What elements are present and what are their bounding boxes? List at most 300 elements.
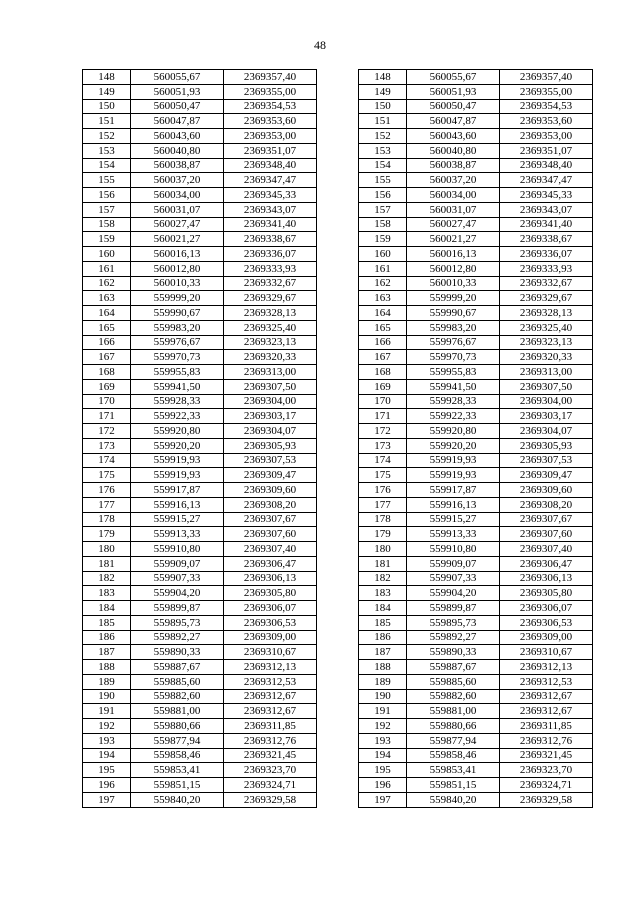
- point-number-cell: 154: [83, 158, 131, 173]
- x-coordinate-cell: 559877,94: [407, 733, 500, 748]
- y-coordinate-cell: 2369304,07: [500, 424, 593, 439]
- x-coordinate-cell: 559910,80: [131, 542, 224, 557]
- x-coordinate-cell: 559853,41: [407, 763, 500, 778]
- table-row: [83, 394, 317, 409]
- point-number-cell: 152: [359, 129, 407, 144]
- table-row: [83, 601, 317, 616]
- table-row: [359, 586, 593, 601]
- y-coordinate-cell: 2369341,40: [500, 217, 593, 232]
- x-coordinate-cell: 559880,66: [131, 719, 224, 734]
- y-coordinate-cell: 2369309,47: [500, 468, 593, 483]
- y-coordinate-cell: 2369336,07: [500, 247, 593, 262]
- x-coordinate-cell: 559882,60: [407, 689, 500, 704]
- point-number-cell: 156: [359, 188, 407, 203]
- y-coordinate-cell: 2369325,40: [224, 320, 317, 335]
- table-row: [83, 84, 317, 99]
- x-coordinate-cell: 559941,50: [131, 379, 224, 394]
- x-coordinate-cell: 559840,20: [131, 792, 224, 807]
- table-row: [359, 276, 593, 291]
- table-row: [83, 660, 317, 675]
- table-row: [83, 733, 317, 748]
- y-coordinate-cell: 2369347,47: [500, 173, 593, 188]
- x-coordinate-cell: 559858,46: [407, 748, 500, 763]
- table-row: [359, 247, 593, 262]
- y-coordinate-cell: 2369320,33: [224, 350, 317, 365]
- x-coordinate-cell: 560021,27: [131, 232, 224, 247]
- y-coordinate-cell: 2369304,00: [224, 394, 317, 409]
- point-number-cell: 185: [83, 615, 131, 630]
- point-number-cell: 149: [359, 84, 407, 99]
- point-number-cell: 177: [359, 497, 407, 512]
- point-number-cell: 170: [359, 394, 407, 409]
- y-coordinate-cell: 2369309,00: [224, 630, 317, 645]
- y-coordinate-cell: 2369310,67: [500, 645, 593, 660]
- table-row: [359, 704, 593, 719]
- y-coordinate-cell: 2369311,85: [224, 719, 317, 734]
- point-number-cell: 191: [359, 704, 407, 719]
- x-coordinate-cell: 559915,27: [407, 512, 500, 527]
- point-number-cell: 169: [83, 379, 131, 394]
- table-row: [359, 571, 593, 586]
- table-row: [83, 173, 317, 188]
- y-coordinate-cell: 2369328,13: [500, 306, 593, 321]
- x-coordinate-cell: 560012,80: [131, 261, 224, 276]
- point-number-cell: 189: [359, 674, 407, 689]
- point-number-cell: 154: [359, 158, 407, 173]
- point-number-cell: 192: [359, 719, 407, 734]
- x-coordinate-cell: 559917,87: [131, 483, 224, 498]
- x-coordinate-cell: 559882,60: [131, 689, 224, 704]
- x-coordinate-cell: 559917,87: [407, 483, 500, 498]
- point-number-cell: 188: [359, 660, 407, 675]
- table-row: [83, 571, 317, 586]
- x-coordinate-cell: 560038,87: [131, 158, 224, 173]
- y-coordinate-cell: 2369306,47: [224, 556, 317, 571]
- table-row: [359, 409, 593, 424]
- x-coordinate-cell: 559881,00: [407, 704, 500, 719]
- y-coordinate-cell: 2369307,60: [224, 527, 317, 542]
- table-row: [359, 601, 593, 616]
- x-coordinate-cell: 560027,47: [131, 217, 224, 232]
- y-coordinate-cell: 2369343,07: [224, 202, 317, 217]
- table-row: [83, 453, 317, 468]
- y-coordinate-cell: 2369332,67: [500, 276, 593, 291]
- x-coordinate-cell: 559983,20: [407, 320, 500, 335]
- table-row: [83, 689, 317, 704]
- point-number-cell: 165: [83, 320, 131, 335]
- y-coordinate-cell: 2369305,93: [500, 438, 593, 453]
- table-row: [359, 748, 593, 763]
- x-coordinate-cell: 559920,20: [131, 438, 224, 453]
- point-number-cell: 172: [83, 424, 131, 439]
- y-coordinate-cell: 2369312,53: [224, 674, 317, 689]
- table-row: [83, 542, 317, 557]
- table-row: [359, 438, 593, 453]
- y-coordinate-cell: 2369347,47: [224, 173, 317, 188]
- x-coordinate-cell: 560037,20: [407, 173, 500, 188]
- x-coordinate-cell: 559920,80: [407, 424, 500, 439]
- point-number-cell: 183: [83, 586, 131, 601]
- point-number-cell: 183: [359, 586, 407, 601]
- point-number-cell: 155: [359, 173, 407, 188]
- x-coordinate-cell: 559895,73: [131, 615, 224, 630]
- table-row: [83, 763, 317, 778]
- table-row: [359, 733, 593, 748]
- point-number-cell: 195: [83, 763, 131, 778]
- y-coordinate-cell: 2369306,53: [500, 615, 593, 630]
- x-coordinate-cell: 559895,73: [407, 615, 500, 630]
- x-coordinate-cell: 559999,20: [407, 291, 500, 306]
- table-row: [83, 704, 317, 719]
- table-row: [83, 497, 317, 512]
- x-coordinate-cell: 559915,27: [131, 512, 224, 527]
- y-coordinate-cell: 2369329,58: [500, 792, 593, 807]
- x-coordinate-cell: 559904,20: [407, 586, 500, 601]
- point-number-cell: 189: [83, 674, 131, 689]
- y-coordinate-cell: 2369348,40: [500, 158, 593, 173]
- point-number-cell: 166: [83, 335, 131, 350]
- x-coordinate-cell: 560016,13: [407, 247, 500, 262]
- y-coordinate-cell: 2369311,85: [500, 719, 593, 734]
- x-coordinate-cell: 560034,00: [407, 188, 500, 203]
- point-number-cell: 171: [359, 409, 407, 424]
- x-coordinate-cell: 560040,80: [407, 143, 500, 158]
- point-number-cell: 152: [83, 129, 131, 144]
- x-coordinate-cell: 559885,60: [131, 674, 224, 689]
- x-coordinate-cell: 559976,67: [131, 335, 224, 350]
- table-row: [83, 719, 317, 734]
- x-coordinate-cell: 559919,93: [131, 453, 224, 468]
- table-row: [83, 512, 317, 527]
- y-coordinate-cell: 2369345,33: [224, 188, 317, 203]
- point-number-cell: 150: [359, 99, 407, 114]
- table-row: [83, 674, 317, 689]
- table-row: [359, 763, 593, 778]
- table-row: [359, 365, 593, 380]
- point-number-cell: 187: [359, 645, 407, 660]
- y-coordinate-cell: 2369304,07: [224, 424, 317, 439]
- x-coordinate-cell: 560040,80: [131, 143, 224, 158]
- table-row: [83, 778, 317, 793]
- table-row: [359, 143, 593, 158]
- y-coordinate-cell: 2369343,07: [500, 202, 593, 217]
- table-row: [83, 232, 317, 247]
- table-row: [83, 247, 317, 262]
- table-row: [83, 424, 317, 439]
- point-number-cell: 197: [83, 792, 131, 807]
- x-coordinate-cell: 560031,07: [407, 202, 500, 217]
- point-number-cell: 184: [359, 601, 407, 616]
- y-coordinate-cell: 2369307,50: [500, 379, 593, 394]
- table-row: [83, 748, 317, 763]
- x-coordinate-cell: 559890,33: [407, 645, 500, 660]
- point-number-cell: 158: [359, 217, 407, 232]
- y-coordinate-cell: 2369336,07: [224, 247, 317, 262]
- point-number-cell: 177: [83, 497, 131, 512]
- y-coordinate-cell: 2369354,53: [224, 99, 317, 114]
- x-coordinate-cell: 559941,50: [407, 379, 500, 394]
- y-coordinate-cell: 2369307,40: [224, 542, 317, 557]
- point-number-cell: 190: [83, 689, 131, 704]
- table-row: [83, 645, 317, 660]
- table-row: [83, 202, 317, 217]
- point-number-cell: 160: [83, 247, 131, 262]
- point-number-cell: 149: [83, 84, 131, 99]
- table-row: [359, 556, 593, 571]
- point-number-cell: 169: [359, 379, 407, 394]
- table-row: [83, 483, 317, 498]
- point-number-cell: 194: [359, 748, 407, 763]
- x-coordinate-cell: 559890,33: [131, 645, 224, 660]
- table-row: [83, 143, 317, 158]
- table-row: [359, 424, 593, 439]
- y-coordinate-cell: 2369307,53: [224, 453, 317, 468]
- x-coordinate-cell: 559920,20: [407, 438, 500, 453]
- table-row: [359, 70, 593, 85]
- y-coordinate-cell: 2369308,20: [224, 497, 317, 512]
- point-number-cell: 164: [359, 306, 407, 321]
- table-row: [83, 527, 317, 542]
- table-row: [359, 660, 593, 675]
- y-coordinate-cell: 2369332,67: [224, 276, 317, 291]
- point-number-cell: 159: [83, 232, 131, 247]
- table-row: [359, 792, 593, 807]
- point-number-cell: 175: [359, 468, 407, 483]
- x-coordinate-cell: 559851,15: [407, 778, 500, 793]
- table-row: [359, 542, 593, 557]
- x-coordinate-cell: 559909,07: [131, 556, 224, 571]
- x-coordinate-cell: 559899,87: [131, 601, 224, 616]
- x-coordinate-cell: 560031,07: [131, 202, 224, 217]
- y-coordinate-cell: 2369351,07: [500, 143, 593, 158]
- point-number-cell: 158: [83, 217, 131, 232]
- y-coordinate-cell: 2369338,67: [500, 232, 593, 247]
- table-row: [83, 129, 317, 144]
- x-coordinate-cell: 559885,60: [407, 674, 500, 689]
- point-number-cell: 161: [359, 261, 407, 276]
- x-coordinate-cell: 559955,83: [407, 365, 500, 380]
- table-row: [359, 379, 593, 394]
- point-number-cell: 194: [83, 748, 131, 763]
- table-row: [359, 232, 593, 247]
- x-coordinate-cell: 559858,46: [131, 748, 224, 763]
- table-row: [359, 306, 593, 321]
- point-number-cell: 157: [359, 202, 407, 217]
- point-number-cell: 196: [359, 778, 407, 793]
- y-coordinate-cell: 2369355,00: [500, 84, 593, 99]
- table-row: [83, 438, 317, 453]
- x-coordinate-cell: 560043,60: [407, 129, 500, 144]
- point-number-cell: 157: [83, 202, 131, 217]
- point-number-cell: 190: [359, 689, 407, 704]
- table-row: [359, 173, 593, 188]
- y-coordinate-cell: 2369329,58: [224, 792, 317, 807]
- point-number-cell: 151: [359, 114, 407, 129]
- table-row: [83, 335, 317, 350]
- point-number-cell: 176: [359, 483, 407, 498]
- y-coordinate-cell: 2369312,13: [224, 660, 317, 675]
- y-coordinate-cell: 2369305,93: [224, 438, 317, 453]
- point-number-cell: 167: [359, 350, 407, 365]
- y-coordinate-cell: 2369312,67: [224, 689, 317, 704]
- table-row: [359, 468, 593, 483]
- table-row: [359, 512, 593, 527]
- y-coordinate-cell: 2369312,67: [500, 689, 593, 704]
- y-coordinate-cell: 2369309,60: [224, 483, 317, 498]
- x-coordinate-cell: 559904,20: [131, 586, 224, 601]
- y-coordinate-cell: 2369353,00: [224, 129, 317, 144]
- y-coordinate-cell: 2369333,93: [500, 261, 593, 276]
- x-coordinate-cell: 559916,13: [131, 497, 224, 512]
- x-coordinate-cell: 559913,33: [407, 527, 500, 542]
- y-coordinate-cell: 2369308,20: [500, 497, 593, 512]
- point-number-cell: 196: [83, 778, 131, 793]
- table-row: [359, 645, 593, 660]
- table-row: [359, 335, 593, 350]
- point-number-cell: 182: [359, 571, 407, 586]
- x-coordinate-cell: 559919,93: [131, 468, 224, 483]
- y-coordinate-cell: 2369321,45: [224, 748, 317, 763]
- point-number-cell: 162: [359, 276, 407, 291]
- point-number-cell: 148: [83, 70, 131, 85]
- point-number-cell: 151: [83, 114, 131, 129]
- table-row: [359, 291, 593, 306]
- point-number-cell: 176: [83, 483, 131, 498]
- x-coordinate-cell: 560050,47: [407, 99, 500, 114]
- y-coordinate-cell: 2369310,67: [224, 645, 317, 660]
- x-coordinate-cell: 560010,33: [407, 276, 500, 291]
- table-row: [359, 129, 593, 144]
- table-row: [83, 188, 317, 203]
- y-coordinate-cell: 2369306,53: [224, 615, 317, 630]
- table-row: [359, 261, 593, 276]
- point-number-cell: 153: [83, 143, 131, 158]
- y-coordinate-cell: 2369307,40: [500, 542, 593, 557]
- x-coordinate-cell: 560021,27: [407, 232, 500, 247]
- y-coordinate-cell: 2369304,00: [500, 394, 593, 409]
- point-number-cell: 164: [83, 306, 131, 321]
- y-coordinate-cell: 2369323,70: [224, 763, 317, 778]
- x-coordinate-cell: 559840,20: [407, 792, 500, 807]
- table-row: [83, 291, 317, 306]
- point-number-cell: 168: [83, 365, 131, 380]
- point-number-cell: 163: [359, 291, 407, 306]
- x-coordinate-cell: 559922,33: [407, 409, 500, 424]
- y-coordinate-cell: 2369353,00: [500, 129, 593, 144]
- y-coordinate-cell: 2369324,71: [224, 778, 317, 793]
- point-number-cell: 180: [83, 542, 131, 557]
- point-number-cell: 155: [83, 173, 131, 188]
- point-number-cell: 186: [359, 630, 407, 645]
- y-coordinate-cell: 2369323,13: [500, 335, 593, 350]
- table-row: [359, 84, 593, 99]
- table-row: [359, 394, 593, 409]
- y-coordinate-cell: 2369312,53: [500, 674, 593, 689]
- x-coordinate-cell: 559999,20: [131, 291, 224, 306]
- y-coordinate-cell: 2369338,67: [224, 232, 317, 247]
- y-coordinate-cell: 2369355,00: [224, 84, 317, 99]
- x-coordinate-cell: 559916,13: [407, 497, 500, 512]
- x-coordinate-cell: 559983,20: [131, 320, 224, 335]
- x-coordinate-cell: 560051,93: [407, 84, 500, 99]
- point-number-cell: 165: [359, 320, 407, 335]
- x-coordinate-cell: 559892,27: [407, 630, 500, 645]
- point-number-cell: 174: [359, 453, 407, 468]
- x-coordinate-cell: 559899,87: [407, 601, 500, 616]
- x-coordinate-cell: 559907,33: [407, 571, 500, 586]
- table-row: [359, 778, 593, 793]
- x-coordinate-cell: 559907,33: [131, 571, 224, 586]
- point-number-cell: 153: [359, 143, 407, 158]
- coordinates-table-left: [82, 69, 317, 808]
- x-coordinate-cell: 559928,33: [407, 394, 500, 409]
- x-coordinate-cell: 560027,47: [407, 217, 500, 232]
- table-row: [359, 202, 593, 217]
- x-coordinate-cell: 559880,66: [407, 719, 500, 734]
- y-coordinate-cell: 2369333,93: [224, 261, 317, 276]
- point-number-cell: 178: [83, 512, 131, 527]
- y-coordinate-cell: 2369307,53: [500, 453, 593, 468]
- point-number-cell: 168: [359, 365, 407, 380]
- y-coordinate-cell: 2369306,07: [224, 601, 317, 616]
- point-number-cell: 187: [83, 645, 131, 660]
- table-row: [83, 217, 317, 232]
- point-number-cell: 181: [359, 556, 407, 571]
- point-number-cell: 162: [83, 276, 131, 291]
- y-coordinate-cell: 2369303,17: [500, 409, 593, 424]
- table-row: [83, 70, 317, 85]
- table-row: [359, 615, 593, 630]
- point-number-cell: 180: [359, 542, 407, 557]
- table-row: [359, 689, 593, 704]
- table-row: [83, 630, 317, 645]
- y-coordinate-cell: 2369354,53: [500, 99, 593, 114]
- table-row: [83, 320, 317, 335]
- table-row: [83, 468, 317, 483]
- point-number-cell: 178: [359, 512, 407, 527]
- y-coordinate-cell: 2369312,76: [224, 733, 317, 748]
- point-number-cell: 191: [83, 704, 131, 719]
- point-number-cell: 179: [359, 527, 407, 542]
- table-row: [83, 158, 317, 173]
- point-number-cell: 182: [83, 571, 131, 586]
- x-coordinate-cell: 560055,67: [131, 70, 224, 85]
- x-coordinate-cell: 560050,47: [131, 99, 224, 114]
- table-row: [359, 719, 593, 734]
- table-row: [83, 99, 317, 114]
- y-coordinate-cell: 2369306,13: [224, 571, 317, 586]
- x-coordinate-cell: 560038,87: [407, 158, 500, 173]
- table-row: [359, 188, 593, 203]
- y-coordinate-cell: 2369323,13: [224, 335, 317, 350]
- y-coordinate-cell: 2369329,67: [500, 291, 593, 306]
- table-row: [83, 365, 317, 380]
- x-coordinate-cell: 560016,13: [131, 247, 224, 262]
- point-number-cell: 156: [83, 188, 131, 203]
- table-row: [83, 792, 317, 807]
- y-coordinate-cell: 2369313,00: [224, 365, 317, 380]
- x-coordinate-cell: 559887,67: [407, 660, 500, 675]
- y-coordinate-cell: 2369321,45: [500, 748, 593, 763]
- table-row: [359, 630, 593, 645]
- x-coordinate-cell: 560012,80: [407, 261, 500, 276]
- point-number-cell: 192: [83, 719, 131, 734]
- y-coordinate-cell: 2369328,13: [224, 306, 317, 321]
- x-coordinate-cell: 559976,67: [407, 335, 500, 350]
- x-coordinate-cell: 559990,67: [407, 306, 500, 321]
- x-coordinate-cell: 559922,33: [131, 409, 224, 424]
- table-row: [83, 379, 317, 394]
